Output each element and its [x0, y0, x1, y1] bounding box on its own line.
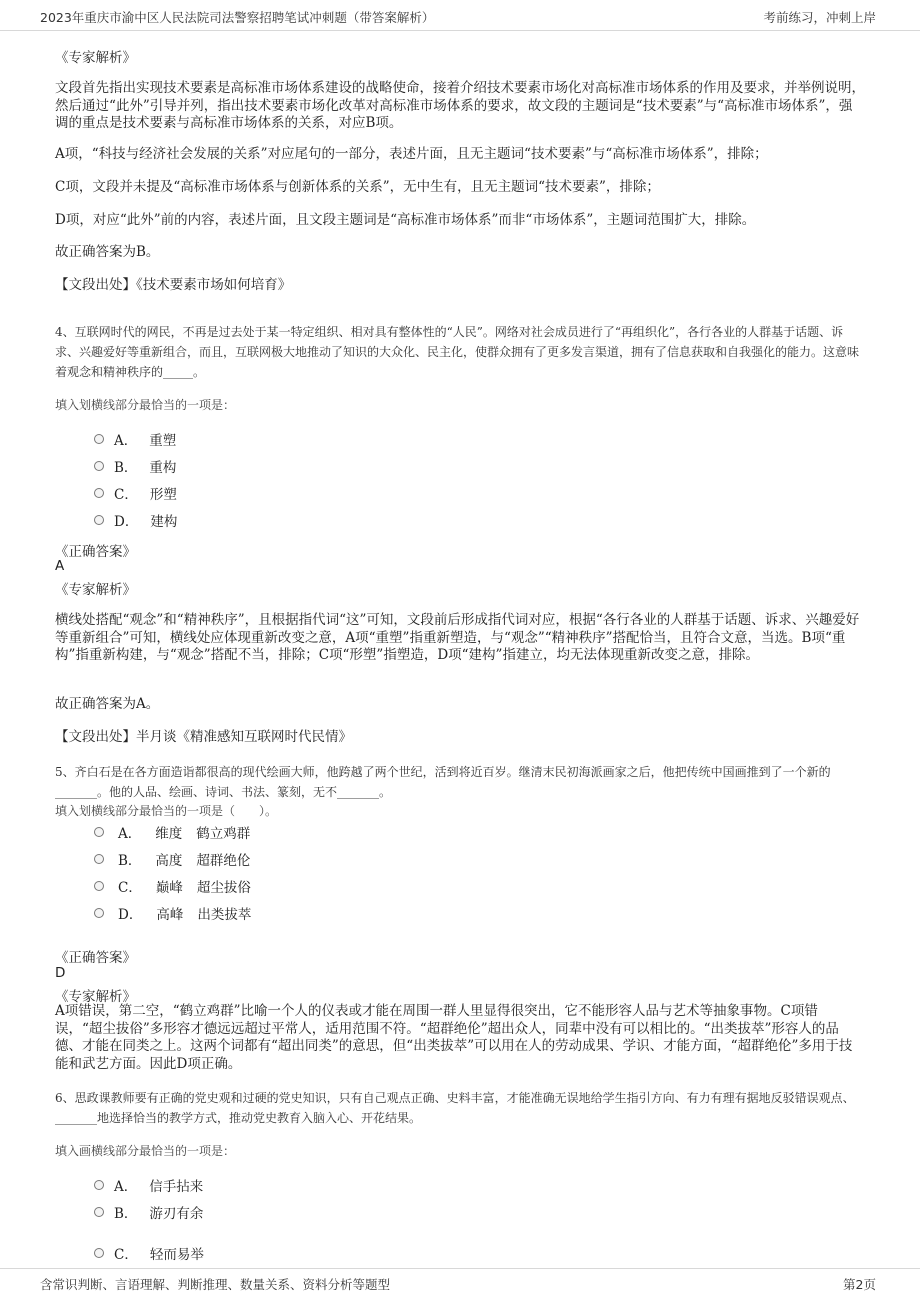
q4-answer-label: 《正确答案》	[55, 544, 136, 560]
radio-icon[interactable]	[94, 1248, 104, 1258]
q6-stem: 6、思政课教师要有正确的党史观和过硬的党史知识，只有自己观点正确、史料丰富，才能准确无误地给学生指引方向、有力有理有据地反驳错误观点、_______地选择恰当的教学方式，推动党史教育入脑入心、开花结果。	[55, 1091, 855, 1125]
radio-icon[interactable]	[94, 488, 104, 498]
q3-conclusion: 故正确答案为B。	[55, 244, 160, 260]
q4-option-d[interactable]: D． 建构	[94, 511, 177, 529]
radio-icon[interactable]	[94, 1207, 104, 1217]
q5-analysis-text: A项错误，第二空，“鹤立鸡群”比喻一个人的仪表或才能在周围一群人里显得很突出，它不能形容人品与艺术等抽象事物。C项错误，“超尘拔俗”多形容才德远远超过平常人，适用范围不符。“超群绝伦”超出众人，同辈中没有可以相比的。“出类拔萃”形容人的品德、才能在同类之上。这两个词都有“超出同类”的意思，但“出类拔萃”可以用在人的劳动成果、学识、才能方面，“超群绝伦”多用于技能和武艺方面。因此D项正确。	[55, 1003, 853, 1072]
q3-option-d-note: D项，对应“此外”前的内容，表述片面，且文段主题词是“高标准市场体系”而非“市场体系”，主题词范围扩大，排除。	[55, 212, 756, 228]
q5-prompt: 填入划横线部分最恰当的一项是（ ）。	[55, 804, 278, 818]
q6-option-c[interactable]: C． 轻而易举	[94, 1244, 204, 1262]
q4-option-c[interactable]: C． 形塑	[94, 484, 177, 502]
radio-icon[interactable]	[94, 854, 104, 864]
q5-analysis-label: 《专家解析》	[55, 989, 136, 1005]
q3-analysis-label: 《专家解析》	[55, 50, 136, 66]
q3-source: 【文段出处】《技术要素市场如何培育》	[55, 277, 292, 293]
page-header	[0, 0, 920, 31]
q5-stem: 5、齐白石是在各方面造诣都很高的现代绘画大师，他跨越了两个世纪，活到将近百岁。继清末民初海派画家之后，他把传统中国画推到了一个新的_______。他的人品、绘画、诗词、书法、篆刻，无不_______。	[55, 765, 831, 799]
q5-option-d[interactable]: D． 高峰 出类拔萃	[94, 904, 265, 922]
q6-option-b[interactable]: B． 游刃有余	[94, 1203, 203, 1221]
radio-icon[interactable]	[94, 461, 104, 471]
q5-option-c[interactable]: C． 巅峰 超尘拔俗	[94, 877, 265, 895]
q4-source: 【文段出处】半月谈《精准感知互联网时代民情》	[55, 729, 352, 745]
q6-prompt: 填入画横线部分最恰当的一项是：	[55, 1144, 236, 1158]
radio-icon[interactable]	[94, 908, 104, 918]
footer-categories: 含常识判断、言语理解、判断推理、数量关系、资料分析等题型	[40, 1277, 391, 1292]
q3-analysis-text: 文段首先指出实现技术要素是高标准市场体系建设的战略使命，接着介绍技术要素市场化对高标准市场体系的作用及要求，并举例说明，然后通过“此外”引导并列，指出技术要素市场化改革对高标准市场体系的要求，故文段的主题词是“技术要素”与“高标准市场体系”，强调的重点是技术要素与高标准市场体系的关系，对应B项。	[55, 80, 865, 131]
q5-option-a[interactable]: A． 维度 鹤立鸡群	[94, 823, 264, 841]
q4-answer: A	[55, 558, 65, 574]
document-title: 2023年重庆市渝中区人民法院司法警察招聘笔试冲刺题（带答案解析）	[40, 10, 435, 25]
q4-conclusion: 故正确答案为A。	[55, 696, 160, 712]
q6-option-a[interactable]: A． 信手拈来	[94, 1176, 203, 1194]
q4-option-b[interactable]: B． 重构	[94, 457, 176, 475]
page-footer	[0, 1268, 920, 1303]
q4-analysis-label: 《专家解析》	[55, 582, 136, 598]
q4-option-a[interactable]: A． 重塑	[94, 430, 176, 448]
radio-icon[interactable]	[94, 1180, 104, 1190]
header-slogan: 考前练习，冲刺上岸	[763, 10, 876, 25]
radio-icon[interactable]	[94, 515, 104, 525]
q3-option-a-note: A项，“科技与经济社会发展的关系”对应尾句的一部分，表述片面，且无主题词“技术要素”与“高标准市场体系”，排除；	[55, 146, 768, 162]
page-number: 第2页	[843, 1277, 876, 1292]
radio-icon[interactable]	[94, 434, 104, 444]
q5-option-b[interactable]: B． 高度 超群绝伦	[94, 850, 264, 868]
q4-stem: 4、互联网时代的网民，不再是过去处于某一特定组织、相对具有整体性的“人民”。网络对社会成员进行了“再组织化”，各行各业的人群基于话题、诉求、兴趣爱好等重新组合，而且，互联网极大地推动了知识的大众化、民主化，使群众拥有了更多发言渠道，拥有了信息获取和自我强化的能力。这意味着观念和精神秩序的_____。	[55, 325, 860, 379]
radio-icon[interactable]	[94, 827, 104, 837]
q4-prompt: 填入划横线部分最恰当的一项是：	[55, 398, 236, 412]
q5-answer: D	[55, 965, 66, 981]
q4-analysis-text: 横线处搭配“观念”和“精神秩序”，且根据指代词“这”可知，文段前后形成指代词对应，根据“各行各业的人群基于话题、诉求、兴趣爱好等重新组合”可知，横线处应体现重新改变之意，A项“重塑”指重新塑造，与“观念”“精神秩序”搭配恰当，且符合文意，当选。B项“重构”指重新构建，与“观念”搭配不当，排除；C项“形塑”指塑造，D项“建构”指建立，均无法体现重新改变之意，排除。	[55, 612, 860, 663]
q3-option-c-note: C项，文段并未提及“高标准市场体系与创新体系的关系”，无中生有，且无主题词“技术要素”，排除；	[55, 179, 660, 195]
q5-answer-label: 《正确答案》	[55, 950, 136, 966]
radio-icon[interactable]	[94, 881, 104, 891]
